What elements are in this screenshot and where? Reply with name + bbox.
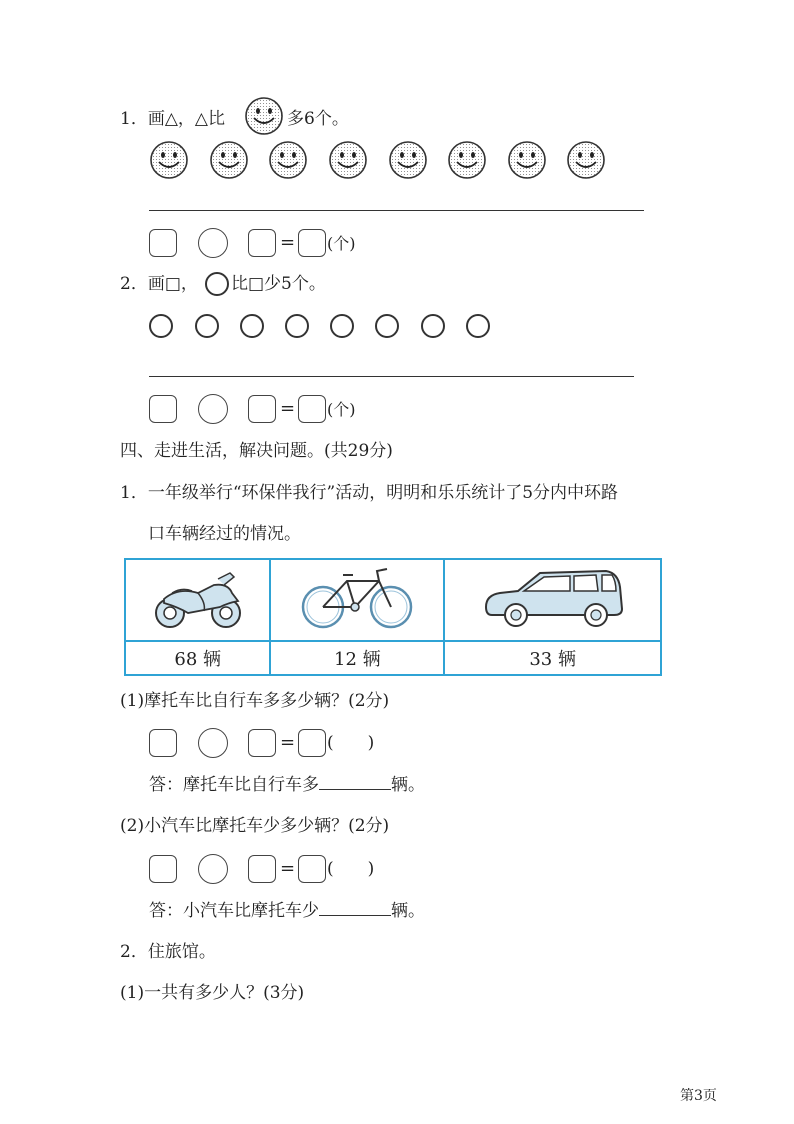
unit-blank[interactable]: ( ) — [327, 859, 375, 879]
operator-circle[interactable] — [198, 728, 228, 758]
circle-icon — [240, 314, 264, 338]
smiley-face-icon — [328, 140, 368, 180]
unit-label: (个) — [327, 400, 356, 419]
sub1-answer-line — [149, 773, 425, 796]
s4-q1-number: 1． — [120, 483, 148, 503]
sub1-answer-blank[interactable] — [319, 773, 391, 790]
q2-text-b: 比□少5个。 — [231, 274, 326, 294]
answer-box[interactable] — [149, 229, 177, 257]
sub2-answer-text-a: 答：小汽车比摩托车少 — [149, 901, 319, 921]
q1-text-a: 画△，△比 — [147, 109, 225, 129]
operator-circle[interactable] — [198, 854, 228, 884]
vehicle-count-table — [124, 558, 662, 676]
unit-blank[interactable]: ( ) — [327, 733, 375, 753]
s4-q1-text-line1: 一年级举行“环保伴我行”活动，明明和乐乐统计了5分内中环路 — [147, 483, 619, 503]
vehicle-cell-car — [444, 559, 661, 641]
equals-sign: = — [280, 398, 296, 419]
smiley-face-icon — [149, 140, 189, 180]
answer-box[interactable] — [149, 855, 177, 883]
result-box[interactable] — [298, 729, 326, 757]
s4-q2-sub1: (1)一共有多少人？(3分) — [120, 983, 305, 1003]
q2-number: 2． — [120, 274, 148, 294]
operator-circle[interactable] — [198, 228, 228, 258]
circle-icon — [330, 314, 354, 338]
q1-drawing-line[interactable] — [149, 210, 644, 211]
count-bicycle: 12 辆 — [270, 641, 444, 675]
smiley-face-icon — [447, 140, 487, 180]
smiley-face-icon — [209, 140, 249, 180]
operator-circle[interactable] — [198, 394, 228, 424]
smiley-face-icon — [507, 140, 547, 180]
circle-icon — [466, 314, 490, 338]
answer-box[interactable] — [248, 729, 276, 757]
sub1-question: (1)摩托车比自行车多多少辆？(2分) — [120, 691, 390, 711]
smiley-face-icon — [268, 140, 308, 180]
sub2-answer-text-b: 辆。 — [391, 901, 425, 921]
circle-icon — [421, 314, 445, 338]
sub2-question: (2)小汽车比摩托车少多少辆？(2分) — [120, 816, 390, 836]
answer-box[interactable] — [248, 855, 276, 883]
q2-drawing-line[interactable] — [149, 376, 634, 377]
answer-box[interactable] — [149, 729, 177, 757]
s4-q1-line1 — [120, 482, 618, 504]
bicycle-icon — [297, 563, 417, 633]
car-icon — [478, 563, 628, 633]
smiley-face-icon — [244, 96, 284, 136]
motorcycle-icon — [148, 563, 248, 633]
section4-heading: 四、走进生活，解决问题。(共29分) — [120, 441, 393, 461]
smiley-face-icon — [566, 140, 606, 180]
circle-icon — [149, 314, 173, 338]
q1-line — [120, 108, 225, 130]
circle-icon — [195, 314, 219, 338]
unit-label: (个) — [327, 234, 356, 253]
s4-q1-text-line2: 口车辆经过的情况。 — [148, 524, 301, 544]
result-box[interactable] — [298, 229, 326, 257]
q2-line — [120, 273, 198, 295]
equals-sign: = — [280, 232, 296, 253]
sub1-answer-text-a: 答：摩托车比自行车多 — [149, 775, 319, 795]
q1-number: 1． — [120, 109, 148, 129]
q2-text-a: 画□， — [147, 274, 198, 294]
vehicle-cell-motorcycle — [125, 559, 270, 641]
sub2-answer-line — [149, 899, 425, 922]
circle-icon — [205, 272, 229, 296]
answer-box[interactable] — [248, 395, 276, 423]
vehicle-cell-bicycle — [270, 559, 444, 641]
smiley-face-icon — [388, 140, 428, 180]
circle-icon — [375, 314, 399, 338]
answer-box[interactable] — [248, 229, 276, 257]
equals-sign: = — [280, 732, 296, 753]
circle-icon — [285, 314, 309, 338]
count-motorcycle: 68 辆 — [125, 641, 270, 675]
equals-sign: = — [280, 858, 296, 879]
s4-q2-title: 2．住旅馆。 — [120, 942, 216, 962]
count-car: 33 辆 — [444, 641, 661, 675]
page-number: 第3页 — [680, 1088, 717, 1104]
q1-text-b: 多6个。 — [287, 109, 349, 129]
result-box[interactable] — [298, 395, 326, 423]
sub1-answer-text-b: 辆。 — [391, 775, 425, 795]
result-box[interactable] — [298, 855, 326, 883]
sub2-answer-blank[interactable] — [319, 899, 391, 916]
answer-box[interactable] — [149, 395, 177, 423]
